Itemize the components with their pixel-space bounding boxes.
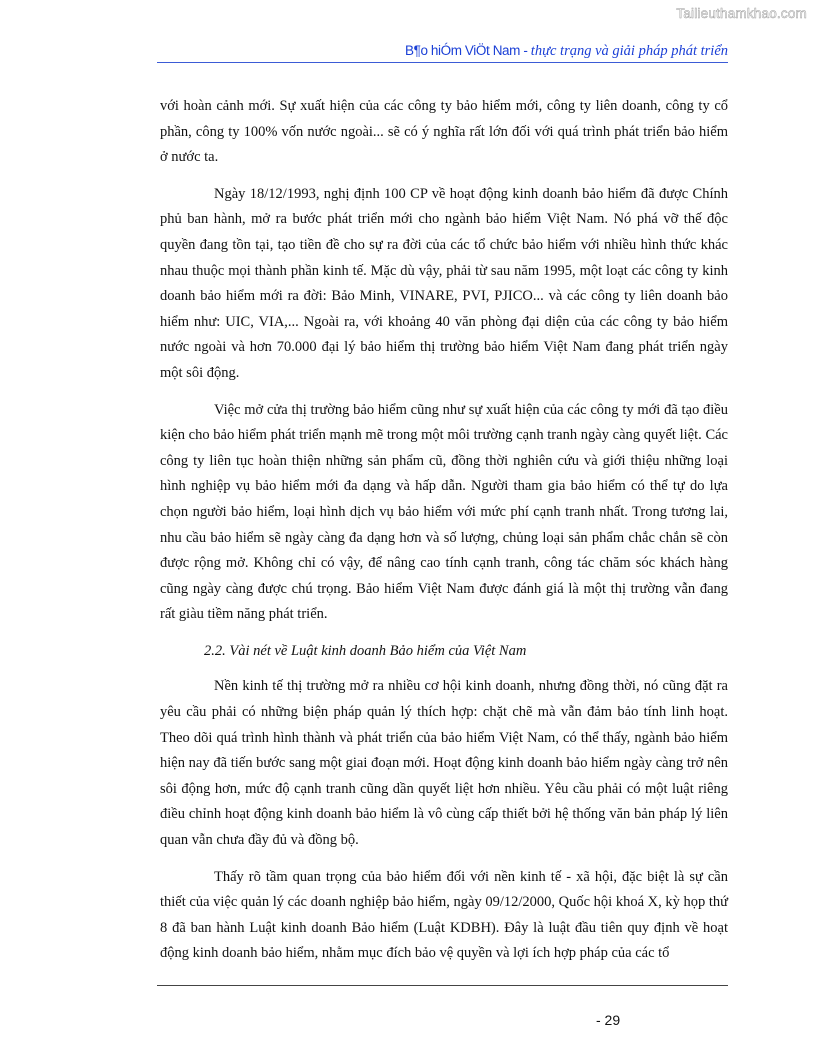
footer-divider <box>157 985 728 986</box>
header-subtitle: thực trạng và giải pháp phát triển <box>530 43 728 59</box>
paragraph: Ngày 18/12/1993, nghị định 100 CP về hoạt động kinh doanh bảo hiểm đã được Chính phủ ban hành, mở ra bước phát triển mới cho ngành bảo hiểm Việt Nam. Nó phá vỡ thế độc quyền đang tồn tại, tạo tiền đề cho sự ra đời của các tổ chức bảo hiểm với nhiều hình thức khác nhau thuộc mọi thành phần kinh tế. Mặc dù vậy, phải từ sau năm 1995, một loạt các công ty kinh doanh bảo hiểm mới ra đời: Bảo Minh, VINARE, PVI, PJICO... và các công ty liên doanh bảo hiểm như: UIC, VIA,... Ngoài ra, với khoảng 40 văn phòng đại diện của các công ty bảo hiểm nước ngoài và hơn 70.000 đại lý bảo hiểm thị trường bảo hiểm Việt Nam đang phát triển ngày một sôi động. <box>160 185 728 381</box>
page-header <box>157 43 728 60</box>
section-heading: 2.2. Vài nét về Luật kinh doanh Bảo hiểm của Việt Nam <box>204 642 527 659</box>
header-divider <box>157 62 728 63</box>
paragraph: Thấy rõ tầm quan trọng của bảo hiểm đối với nền kinh tế - xã hội, đặc biệt là sự cần thiết của việc quản lý các doanh nghiệp bảo hiểm, ngày 09/12/2000, Quốc hội khoá X, kỳ họp thứ 8 đã ban hành Luật kinh doanh Bảo hiểm (Luật KDBH). Đây là luật đầu tiên quy định về hoạt động kinh doanh bảo hiểm, nhằm mục đích bảo vệ quyền và lợi ích hợp pháp của các tổ <box>160 868 728 962</box>
paragraph: Nền kinh tế thị trường mở ra nhiều cơ hội kinh doanh, nhưng đồng thời, nó cũng đặt ra yêu cầu phải có những biện pháp quản lý thích hợp: chặt chẽ mà vẫn đảm bảo tính linh hoạt. Theo dõi quá trình hình thành và phát triển của bảo hiểm Việt Nam, có thể thấy, ngành bảo hiểm hiện nay đã tiến bước sang một giai đoạn mới. Hoạt động kinh doanh bảo hiểm ngày càng trở nên sôi động hơn, mức độ cạnh tranh cũng dần quyết liệt hơn nhiều. Yêu cầu phải có một luật riêng điều chỉnh hoạt động kinh doanh bảo hiểm là vô cùng cấp thiết bởi hệ thống văn bản pháp lý liên quan vẫn chưa đầy đủ và đồng bộ. <box>160 678 728 849</box>
document-body <box>160 94 728 978</box>
paragraph-continuation: với hoàn cảnh mới. Sự xuất hiện của các công ty bảo hiểm mới, công ty liên doanh, công ty cổ phần, công ty 100% vốn nước ngoài... sẽ có ý nghĩa rất lớn đối với quá trình phát triển bảo hiểm ở nước ta. <box>160 98 728 166</box>
header-title: B¶o hiÓm ViÖt Nam - <box>405 43 531 58</box>
watermark: Tailieuthamkhao.com <box>676 6 807 21</box>
page-number: - 29 <box>596 1012 621 1028</box>
paragraph: Việc mở cửa thị trường bảo hiểm cũng như sự xuất hiện của các công ty mới đã tạo điều kiện cho bảo hiểm phát triển mạnh mẽ trong một môi trường cạnh tranh ngày càng quyết liệt. Các công ty liên tục hoàn thiện những sản phẩm cũ, đồng thời nghiên cứu và giới thiệu những loại hình nghiệp vụ bảo hiểm mới đa dạng và hấp dẫn. Người tham gia bảo hiểm có thể tự do lựa chọn người bảo hiểm, loại hình dịch vụ bảo hiểm với mức phí cạnh tranh nhất. Trong tương lai, nhu cầu bảo hiểm sẽ ngày càng đa dạng hơn và số lượng, chủng loại sản phẩm chắc chắn sẽ còn được rộng mở. Không chỉ có vậy, để nâng cao tính cạnh tranh, công tác chăm sóc khách hàng cũng ngày càng được chú trọng. Bảo hiểm Việt Nam được đánh giá là một thị trường vẫn đang rất giàu tiềm năng phát triển. <box>160 401 728 623</box>
